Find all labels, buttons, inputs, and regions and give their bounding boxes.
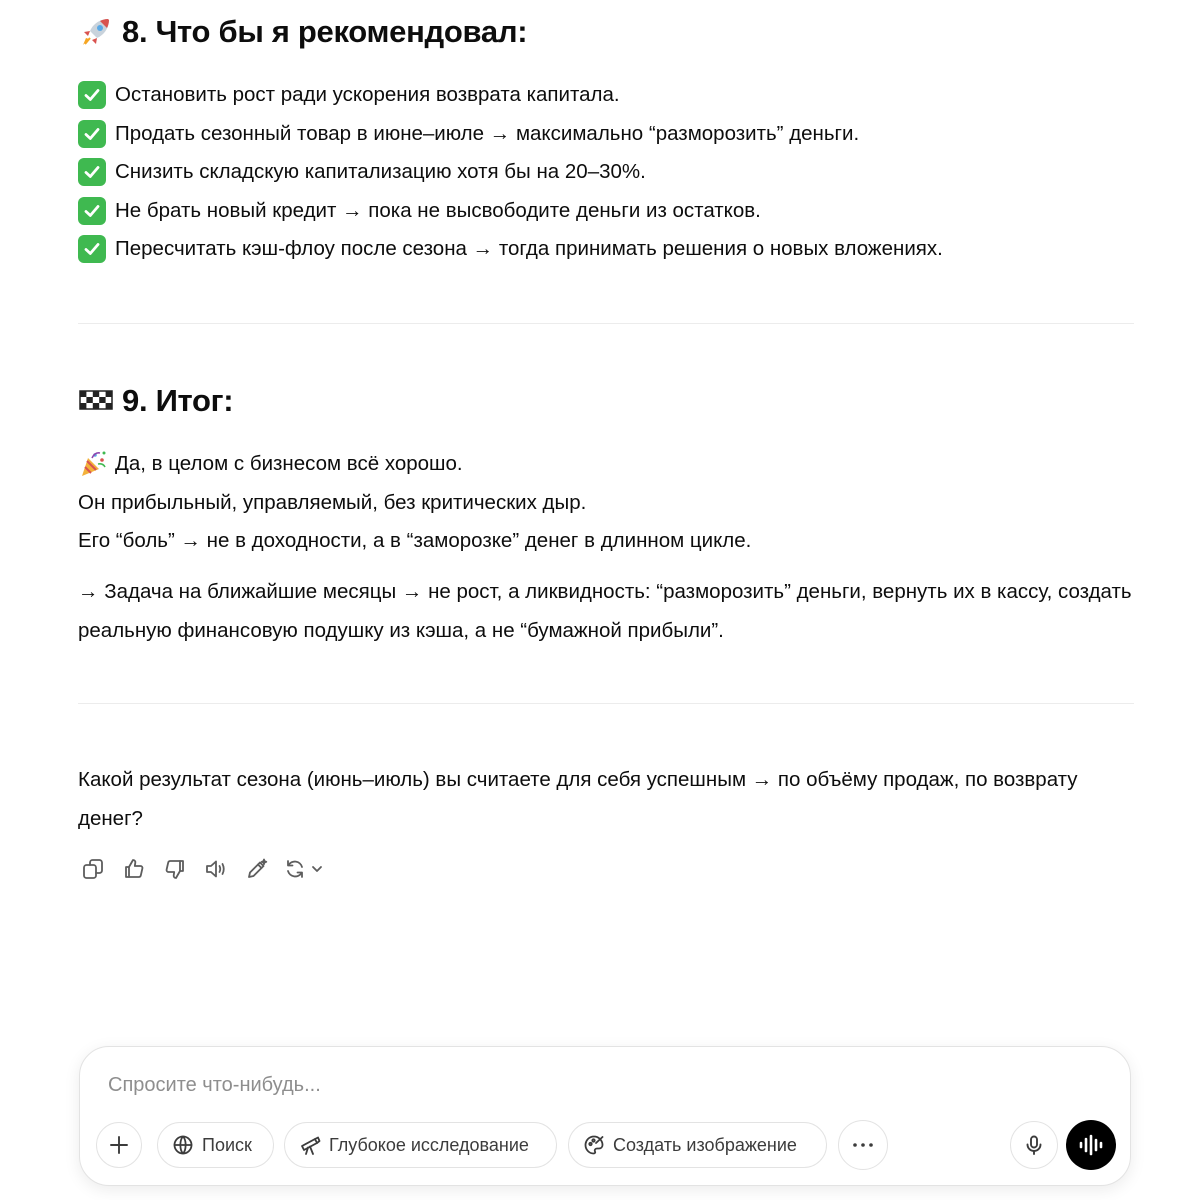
divider [78, 323, 1134, 324]
voice-mode-button[interactable] [1066, 1120, 1116, 1170]
check-mark-icon [78, 158, 106, 186]
list-item [78, 153, 943, 192]
list-item-text: Пересчитать кэш-флоу после сезона → тогда принимать решения о новых вложениях. [115, 237, 943, 260]
microphone-icon [1023, 1134, 1045, 1156]
check-mark-icon [78, 197, 106, 225]
summary-paragraph: → Задача на ближайшие месяцы → не рост, а ликвидность: “разморозить” деньги, вернуть их в кассу, создать реальную финансовую подушку из кэша, а не “бумажной прибыли”. [78, 580, 1132, 642]
list-item-text: Снизить складскую капитализацию хотя бы на 20–30%. [115, 160, 646, 183]
thumbs-up-icon [122, 857, 146, 881]
plus-icon [108, 1134, 130, 1156]
summary-text: Да, в целом с бизнесом всё хорошо. [115, 452, 463, 475]
party-popper-icon [78, 449, 108, 479]
read-aloud-icon [204, 857, 228, 881]
deep-research-button[interactable] [284, 1122, 557, 1168]
search-label: Поиск [202, 1134, 252, 1155]
more-horizontal-icon [850, 1141, 876, 1149]
check-mark-icon [78, 81, 106, 109]
globe-icon [172, 1134, 194, 1156]
list-item [78, 230, 943, 269]
follow-up-question: Какой результат сезона (июнь–июль) вы считаете для себя успешным → по объёму продаж, по возврату денег? [78, 768, 1078, 830]
voice-waveform-icon [1078, 1134, 1104, 1156]
add-attachment-button[interactable] [96, 1122, 142, 1168]
section-8-heading [78, 14, 527, 50]
list-item [78, 192, 943, 231]
list-item-text: Остановить рост ради ускорения возврата капитала. [115, 83, 620, 106]
copy-button[interactable] [78, 854, 108, 884]
check-mark-icon [78, 120, 106, 148]
list-item [78, 76, 943, 115]
bad-response-button[interactable] [160, 854, 190, 884]
search-button[interactable] [157, 1122, 274, 1168]
create-image-button[interactable] [568, 1122, 827, 1168]
check-mark-icon [78, 235, 106, 263]
edit-icon [245, 857, 269, 881]
list-item-text: Не брать новый кредит → пока не высвободите деньги из остатков. [115, 198, 761, 222]
thumbs-down-icon [163, 857, 187, 881]
palette-icon [583, 1134, 605, 1156]
summary-lines [78, 445, 751, 561]
copy-icon [81, 857, 105, 881]
deep-research-label: Глубокое исследование [329, 1134, 529, 1155]
dictate-button[interactable] [1010, 1121, 1058, 1169]
prompt-input[interactable] [106, 1069, 1010, 1101]
regenerate-button[interactable] [283, 854, 329, 884]
more-tools-button[interactable] [838, 1120, 888, 1170]
summary-line [78, 445, 751, 484]
message-actions [78, 854, 329, 884]
rocket-icon [78, 14, 114, 50]
list-item-text: Продать сезонный товар в июне–июле → максимально “разморозить” деньги. [115, 121, 860, 145]
divider [78, 703, 1134, 704]
recommendation-list [78, 76, 943, 269]
list-item [78, 115, 943, 154]
edit-in-canvas-button[interactable] [242, 854, 272, 884]
good-response-button[interactable] [119, 854, 149, 884]
section-9-heading [78, 383, 233, 419]
read-aloud-button[interactable] [201, 854, 231, 884]
section-8-title: 8. Что бы я рекомендовал: [122, 14, 528, 49]
regenerate-icon [283, 857, 329, 881]
create-image-label: Создать изображение [613, 1134, 797, 1155]
summary-line: Его “боль” → не в доходности, а в “заморозке” денег в длинном цикле. [78, 529, 752, 552]
telescope-icon [299, 1134, 321, 1156]
checkered-flag-icon [78, 383, 114, 419]
summary-line: Он прибыльный, управляемый, без критических дыр. [78, 490, 587, 514]
section-9-title: 9. Итог: [122, 383, 234, 418]
chat-composer [79, 1046, 1131, 1186]
